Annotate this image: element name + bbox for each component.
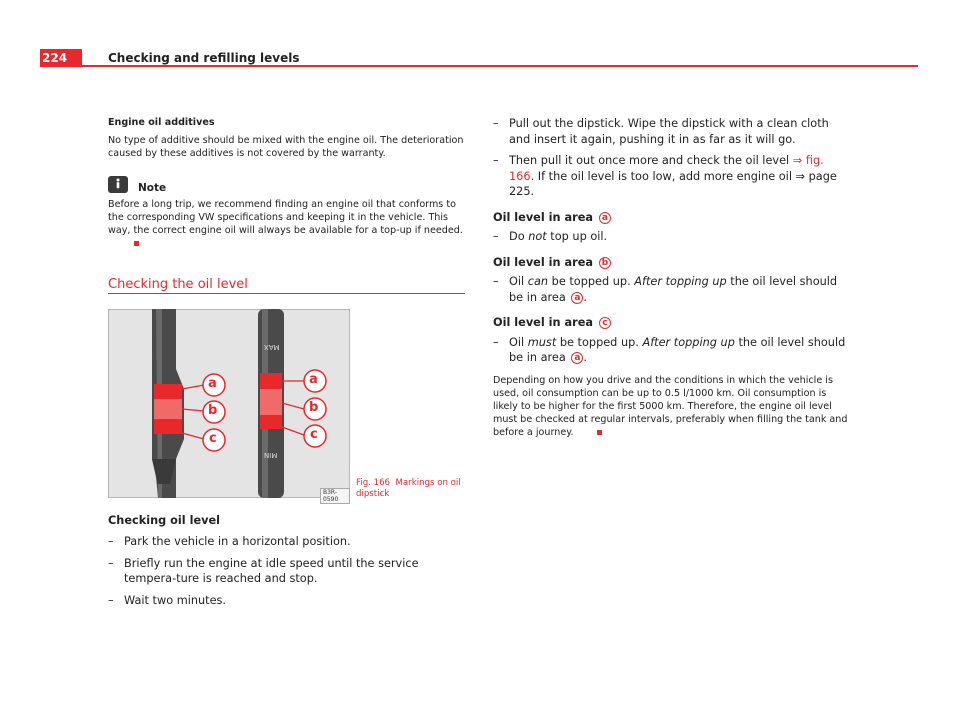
area-c-end: . [583,351,587,364]
fig-label-c-left: c [209,431,217,446]
area-b-heading [493,255,849,271]
note-label: Note [138,182,167,194]
area-c-mid: be topped up. [556,335,643,349]
area-a-heading [493,210,849,226]
dipstick-min-mark: MIN [264,451,278,459]
area-a-badge: a [599,212,611,224]
note-body: Before a long trip, we recommend finding an engine oil that conforms to the corresponding VW specifications and keeping it in the vehicle. This way, the correct engine oil will always be available for a top-up if needed. [108,199,463,236]
area-a-do: Do [509,230,529,243]
right-column [493,116,849,439]
area-a-heading-text: Oil level in area [493,210,593,224]
dipstick-max-mark: MAX [264,343,280,351]
fig-reference-link[interactable]: ⇒ fig. 166 [509,154,824,183]
area-a-instruction [493,229,849,245]
checking-steps [108,534,453,608]
area-b-heading-text: Oil level in area [493,255,593,269]
area-c-heading [493,315,849,331]
area-b-after: After topping up [634,275,727,288]
area-c-rest: the oil level should be in area [509,335,846,364]
area-b-instruction [493,274,849,305]
area-b-mid: be topped up. [548,275,635,288]
area-c-badge: c [599,317,611,329]
area-c-instruction [493,335,849,366]
end-marker-icon [134,241,139,246]
area-c-badge-inline: a [571,352,583,364]
end-marker-icon [597,430,602,435]
area-c-oil: Oil [509,335,528,349]
section-title: Checking the oil level [108,277,248,292]
step-check-level [493,153,849,200]
step-item: – Wait two minutes. [108,593,453,609]
step-pull-dipstick: – Pull out the dipstick. Wipe the dipstick with a clean cloth and insert it again, pushing it in as far as it will go. [493,116,849,147]
note-icon [108,176,128,193]
area-a-not: not [528,230,547,243]
section-rule [108,293,465,294]
area-b-rest: the oil level should be in area [509,275,838,304]
step2-text-b: . If the oil level is too low, add more engine oil ⇒ page 225. [509,169,837,198]
area-b-can: can [527,275,549,288]
step-item: – Park the vehicle in a horizontal position. [108,534,453,550]
fig-label-b-left: b [208,403,218,418]
fig-label-a-left: a [208,376,217,391]
area-c-heading-text: Oil level in area [493,316,593,329]
page-title: Checking and refilling levels [108,51,300,65]
figure-code: B3R-0590 [320,488,350,504]
additives-heading: Engine oil additives [108,117,215,128]
note-text [108,198,465,250]
figure-caption [356,478,466,500]
area-b-badge: b [599,257,611,269]
step-item: – Briefly run the engine at idle speed until the service tempera-ture is reached and stop. [108,556,453,587]
area-c-must: must [527,335,557,349]
consumption-body: Depending on how you drive and the conditions in which the vehicle is used, oil consumption can be up to 0.5 l/1000 km. Oil consumption is likely to be higher for the first 5000 km. Therefore, the engine oil level must be checked at regular intervals, preferably when filling the tank and before a journey. [493,374,848,438]
area-a-rest: top up oil. [546,230,608,243]
additives-text: No type of additive should be mixed with the engine oil. The deterioration caused by these additives is not covered by the warranty. [108,135,464,159]
header-rule [82,65,918,67]
caption-number: Fig. 166 [356,478,391,488]
area-b-badge-inline: a [571,292,583,304]
step2-text-a: Then pull it out once more and check the oil level [509,154,793,167]
fig-label-b-right: b [309,400,319,415]
consumption-text [493,374,849,439]
page-number: 224 [40,49,82,67]
area-b-oil: Oil [509,275,528,288]
fig-label-c-right: c [310,427,318,442]
area-b-end: . [583,290,587,304]
fig-label-a-right: a [309,372,318,387]
checking-heading: Checking oil level [108,514,221,527]
dipstick-figure [108,309,350,503]
caption-text: Markings on oil dipstick [356,478,461,499]
additives-block [108,117,465,160]
area-c-after: After topping up [642,335,735,349]
